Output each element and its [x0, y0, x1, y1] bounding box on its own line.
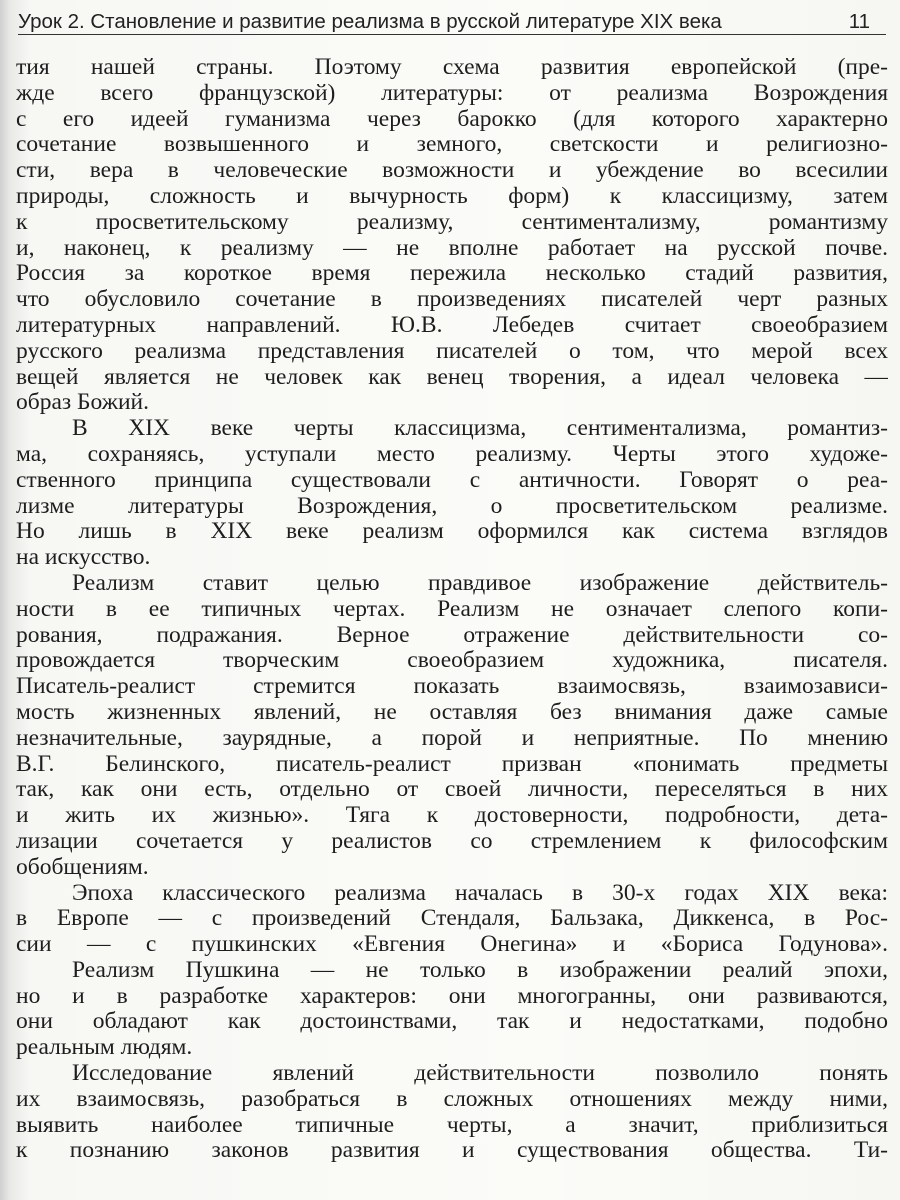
text-line: Писатель-реалист стремится показать взаимосвязь, взаимозависи-	[16, 674, 888, 700]
text-line: рования, подражания. Верное отражение действительности со-	[16, 622, 888, 648]
page-body-text	[16, 55, 888, 1164]
text-line: сии — с пушкинских «Евгения Онегина» и «Бориса Годунова».	[16, 932, 888, 958]
text-line: к познанию законов развития и существования общества. Ти-	[16, 1138, 888, 1164]
text-line: обобщениям.	[16, 854, 149, 880]
text-line: в Европе — с произведений Стендаля, Бальзака, Диккенса, в Рос-	[16, 906, 888, 932]
text-line: Исследование явлений действительности позволило понять	[72, 1061, 888, 1087]
text-line: провождается творческим своеобразием художника, писателя.	[16, 648, 888, 674]
text-line: В.Г. Белинского, писатель-реалист призван «понимать предметы	[16, 751, 888, 777]
text-line: образ Божий.	[16, 390, 149, 416]
text-line: тия нашей страны. Поэтому схема развития европейской (пре-	[16, 55, 888, 80]
text-line: выявить наиболее типичные черты, а значит, приблизиться	[16, 1112, 888, 1138]
text-line: Реализм ставит целью правдивое изображение действитель-	[72, 570, 888, 596]
text-line: русского реализма представления писателей о том, что мерой всех	[16, 338, 888, 364]
text-line: В XIX веке черты классицизма, сентиментализма, романтиз-	[72, 416, 888, 442]
text-line: их взаимосвязь, разобраться в сложных отношениях между ними,	[16, 1086, 888, 1112]
text-line: мость жизненных явлений, не оставляя без внимания даже самые	[16, 699, 888, 725]
text-line: Россия за короткое время пережила несколько стадий развития,	[16, 261, 888, 287]
text-line: к просветительскому реализму, сентиментализму, романтизму	[16, 209, 888, 235]
text-line: они обладают как достоинствами, так и недостатками, подобно	[16, 1009, 888, 1035]
text-line: сочетание возвышенного и земного, светскости и религиозно-	[16, 132, 888, 158]
text-line: ма, сохраняясь, уступали место реализму. Черты этого художе-	[16, 441, 888, 467]
text-line: ственного принципа существовали с античности. Говорят о реа-	[16, 467, 888, 493]
text-line: и жить их жизнью». Тяга к достоверности, подробности, дета-	[16, 803, 888, 829]
text-line: ности в ее типичных чертах. Реализм не означает слепого копи-	[16, 596, 888, 622]
text-line: жде всего французской) литературы: от реализма Возрождения	[16, 80, 888, 106]
text-line: вещей является не человек как венец творения, а идеал человека —	[16, 364, 888, 390]
text-line: и, наконец, к реализму — не вполне работает на русской почве.	[16, 235, 888, 261]
text-line: литературных направлений. Ю.В. Лебедев считает своеобразием	[16, 312, 888, 338]
text-line: Реализм Пушкина — не только в изображении реалий эпохи,	[72, 957, 888, 983]
text-line: Эпоха классического реализма началась в 30-х годах XIX века:	[72, 880, 888, 906]
running-header	[18, 6, 886, 35]
text-line: с его идеей гуманизма через барокко (для которого характерно	[16, 106, 888, 132]
text-line: реальным людям.	[16, 1035, 193, 1061]
chapter-title: Урок 2. Становление и развитие реализма в русской литературе XIX века	[18, 10, 722, 33]
text-line: лизме литературы Возрождения, о просветительском реализме.	[16, 493, 888, 519]
text-line: природы, сложность и вычурность форм) к классицизму, затем	[16, 183, 888, 209]
text-line: незначительные, заурядные, а порой и неприятные. По мнению	[16, 725, 888, 751]
text-line: лизации сочетается у реалистов со стремлением к философским	[16, 828, 888, 854]
text-line: так, как они есть, отдельно от своей личности, переселяться в них	[16, 777, 888, 803]
page-number: 11	[848, 10, 870, 33]
text-line: на искусство.	[16, 545, 151, 571]
text-line: но и в разработке характеров: они многогранны, они развиваются,	[16, 983, 888, 1009]
text-line: Но лишь в XIX веке реализм оформился как система взглядов	[16, 519, 888, 545]
text-line: что обусловило сочетание в произведениях писателей черт разных	[16, 287, 888, 313]
text-line: сти, вера в человеческие возможности и убеждение во всесилии	[16, 158, 888, 184]
